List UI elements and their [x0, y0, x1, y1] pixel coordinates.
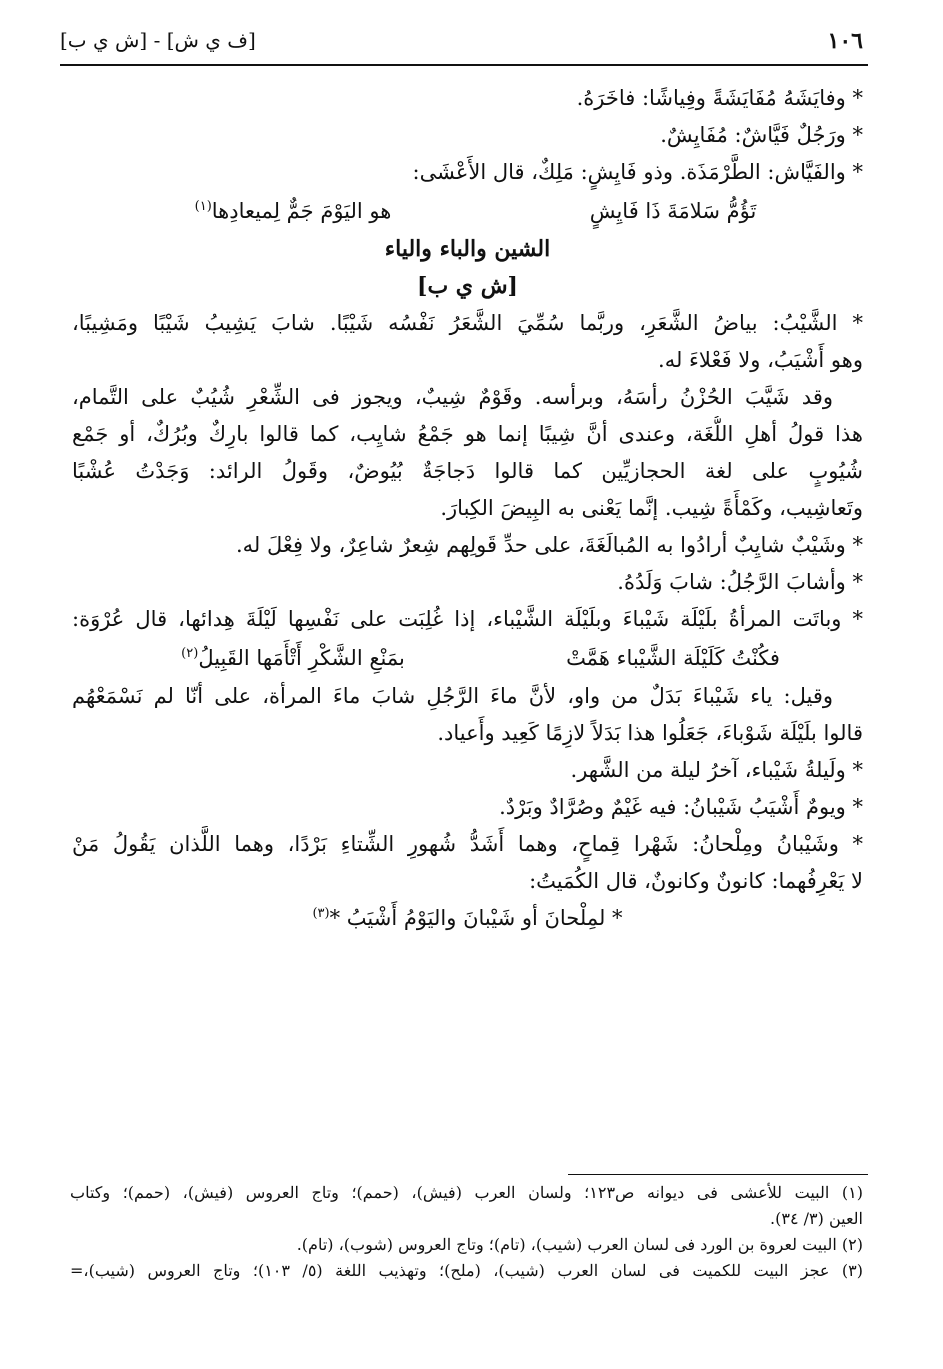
text-line: * والفَيَّاش: الطَّرْمَذَة. وذو فَايِشٍ: مَلِكٌ، قال الأَعْشَى:	[412, 160, 863, 184]
text-line: وتَعاشِيب، وكَمْأَةً شِيب. إنَّما يَعْنى به البِيضَ الكِبارَ.	[440, 496, 863, 520]
footnotes	[70, 1180, 863, 1284]
footnote: (١) البيت للأعشى فى ديوانه ص١٢٣؛ ولسان العرب (فيش)، (حمم)؛ وتاج العروس (فيش)، (حمم)؛ وكتاب	[70, 1183, 863, 1202]
text-line: وقد شَيَّبَ الحُزْنُ رأسَهُ، وبرأسه. وقَوْمٌ شِيبٌ، ويجوز فى الشِّعْرِ شُيُبٌ على التَّمام،	[72, 385, 833, 409]
page-number: ١٠٦	[827, 28, 863, 54]
root-title: [ش ي ب]	[417, 273, 518, 299]
hemistich-text: بمَنْعِ الشَّكْرِ أَتْأَمَها القَبِيلُ	[198, 646, 405, 670]
text-line: * وشَيْبانُ ومِلْحانُ: شَهْرا قِماحٍ، وهما أَشَدُّ شُهورِ الشِّتاءِ بَرْدًا، وهما اللَّذان يَقُولُ مَنْ	[72, 832, 863, 856]
text-line: قالوا بلَيْلَة شَوْباءَ، جَعَلُوا هذا بَدَلاً لازِمًا كَعِيد وأَعياد.	[437, 721, 863, 745]
text-line: هذا قولُ أهلِ اللُّغَة، وعندى أنَّ شِيبًا إنما هو جَمْعُ شايِب، كما قالوا بارِكٌ وبُرُكٌ، أو جَمْع	[72, 422, 863, 446]
verse-first-hemistich: تَؤُمُّ سَلامَةَ ذَا فَايِشٍ	[589, 199, 757, 223]
text-line: * ويومٌ أَشْيَبُ شَيْبانُ: فيه غَيْمٌ وصُرَّادٌ وبَرْدٌ.	[499, 795, 863, 819]
header-rule	[60, 64, 868, 66]
footnote-rule	[568, 1174, 868, 1175]
text-line: لا يَعْرِفُهما: كانونٌ وكانونٌ، قال الكُمَيتُ:	[529, 869, 863, 893]
footnote: (٢) البيت لعروة بن الورد فى لسان العرب (شيب)، (تام)؛ وتاج العروس (شوب)، (تام).	[296, 1235, 863, 1254]
text-line: * وأشابَ الرَّجُلُ: شابَ وَلَدُهُ.	[617, 570, 863, 594]
text-line: * وشَيْبٌ شايِبٌ أرادُوا به المُبالَغَةَ، على حدِّ قَولِهم شِعرٌ شاعِرٌ، ولا فِعْلَ له.	[235, 533, 863, 557]
verse-half-line	[72, 900, 863, 937]
text-line: شُيُوبٍ على لغة الحجازيِّين كما قالوا دَجاجَةٌ بُيُوضٌ، وقَولُ الرائد: وَجَدْتُ عُشْبًا	[72, 459, 863, 483]
verse-line	[72, 638, 863, 678]
main-text	[72, 80, 863, 937]
text-line: * ولَيلةُ شَيْباء، آخرُ ليلة من الشَّهر.	[570, 758, 863, 782]
footnote: (٣) عجز البيت للكميت فى لسان العرب (شيب)، (ملح)؛ وتهذيب اللغة (٥/ ١٠٣)؛ وتاج العروس (شيب)،=	[70, 1261, 863, 1280]
text-line: * ورَجُلٌ فَيَّاشٌ: مُفَايِشٌ.	[660, 123, 863, 147]
text-line: * وباتَت المرأةُ بلَيْلَة شَيْباءَ وبلَيْلَة الشَّيْباء، إذا غُلِبَت على نَفْسِها لَيْلَةَ هِدائها، قال عُرْوَة:	[72, 607, 863, 631]
footnote-marker: (١)	[194, 199, 212, 214]
running-head: [ف ي ش] - [ش ي ب]	[60, 28, 256, 52]
footnote-marker: (٣)	[312, 906, 330, 921]
text-line: * الشَّيْبُ: بياضُ الشَّعَرِ، وربَّما سُمِّيَ الشَّعَرُ نَفْسُه شَيْبًا. شابَ يَشِيبُ شَيْبًا ومَشِيبًا،	[72, 311, 863, 335]
verse-second-hemistich	[123, 191, 463, 231]
verse-second-hemistich	[123, 638, 463, 678]
footnote: العين (٣/ ٣٤).	[770, 1209, 863, 1228]
verse-line	[72, 191, 863, 231]
text-line: وهو أَشْيَبُ، ولا فَعْلاءَ له.	[658, 348, 863, 372]
verse-first-hemistich: فكُنْتُ كَلَيْلَة الشَّيْباء هَمَّتْ	[566, 646, 780, 670]
chapter-title: الشين والباء والياء	[384, 236, 551, 262]
text-line: وقيل: ياء شَيْباءَ بَدَلٌ من واو، لأنَّ ماءَ الرَّجُلِ شابَ ماءَ المرأة، على أنّا لم نَسْمَعْهُم	[72, 684, 834, 708]
page-header	[60, 28, 863, 64]
text-line: * وفايَشَهُ مُفَايَشَةً وفِياشًا: فاخَرَهُ.	[576, 86, 863, 110]
verse-text: * لمِلْحانَ أو شَيْبانَ واليَوْمُ أَشْيَبُ *	[329, 906, 623, 930]
footnote-marker: (٢)	[181, 646, 199, 661]
hemistich-text: هو اليَوْمَ جَمٌّ لِميعادِها	[211, 199, 392, 223]
